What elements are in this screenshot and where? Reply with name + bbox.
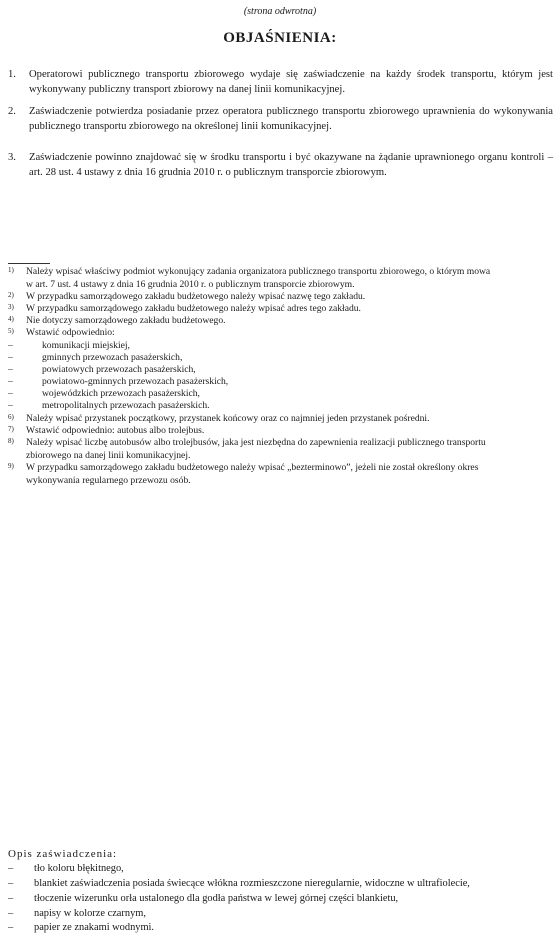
footnote-mark: 1) — [8, 266, 14, 274]
dash-bullet: – — [8, 400, 13, 411]
page-subtitle: (strona odwrotna) — [243, 6, 317, 17]
footnote-4 — [8, 315, 553, 328]
footnote-mark: 9) — [8, 462, 14, 470]
footnote-text-line: wykonywania regularnego przewozu osób. — [26, 474, 191, 486]
footnote-5 — [8, 327, 553, 340]
explanation-2 — [8, 104, 553, 134]
footnote-mark: 2) — [8, 291, 14, 299]
footnote-mark: 7) — [8, 425, 14, 433]
footnote-5-item — [8, 364, 196, 377]
dash-bullet: – — [8, 352, 13, 363]
footnote-2 — [8, 291, 553, 304]
explanation-text: Zaświadczenie powinno znajdować się w środku transportu i być okazywane na żądanie uprawnionego organu kontroli – art. 28 ust. 4 ustawy z dnia 16 grudnia 2010 r. o publicznym transporcie zbiorowym. — [29, 152, 553, 178]
footnote-5-item-text: metropolitalnych przewozach pasażerskich. — [42, 400, 210, 411]
description-item — [8, 906, 146, 921]
footnote-divider — [8, 263, 50, 264]
footnote-5-item — [8, 352, 182, 365]
footnote-5-item — [8, 340, 130, 353]
dash-bullet: – — [8, 878, 14, 889]
description-item-text: napisy w kolorze czarnym, — [34, 908, 146, 919]
description-item-text: tło koloru błękitnego, — [34, 863, 124, 874]
footnote-text: Należy wpisać przystanek początkowy, przystanek końcowy oraz co najmniej jeden przystanek pośredni. — [26, 413, 430, 424]
footnote-text: Wstawić odpowiednio: autobus albo trolejbus. — [26, 425, 205, 436]
footnote-mark: 3) — [8, 303, 14, 311]
footnote-8 — [8, 437, 553, 462]
dash-bullet: – — [8, 340, 13, 351]
explanation-number: 2. — [8, 106, 16, 117]
footnote-5-item-text: powiatowych przewozach pasażerskich, — [42, 364, 196, 375]
footnote-text-line: Należy wpisać liczbę autobusów albo trolejbusów, jaka jest niezbędna do zapewnienia realizacji publicznego transportu — [26, 437, 486, 448]
explanation-number: 3. — [8, 152, 16, 163]
footnote-5-item-text: gminnych przewozach pasażerskich, — [42, 352, 183, 363]
description-title: Opis zaświadczenia: — [8, 848, 118, 860]
dash-bullet: – — [8, 863, 14, 874]
footnote-1 — [8, 266, 553, 291]
footnote-text-line: zbiorowego na danej linii komunikacyjnej. — [26, 449, 191, 461]
footnote-mark: 8) — [8, 437, 14, 445]
dash-bullet: – — [8, 364, 13, 375]
footnote-mark: 5) — [8, 327, 14, 335]
page-title: OBJAŚNIENIA: — [223, 30, 337, 46]
explanation-1 — [8, 67, 553, 97]
footnote-7 — [8, 425, 553, 438]
explanation-number: 1. — [8, 69, 16, 80]
description-item-text: papier ze znakami wodnymi. — [34, 922, 155, 933]
description-item — [8, 861, 124, 876]
description-item-text: blankiet zaświadczenia posiada świecące włókna rozmieszczone nieregularnie, widoczne w ultrafiolecie, — [34, 878, 470, 889]
footnote-text: Wstawić odpowiednio: — [26, 327, 115, 338]
footnote-text: Nie dotyczy samorządowego zakładu budżetowego. — [26, 315, 226, 326]
footnote-mark: 6) — [8, 413, 14, 421]
footnote-5-item — [8, 376, 228, 389]
footnote-5-item-text: wojewódzkich przewozach pasażerskich, — [42, 388, 200, 399]
explanation-text: Zaświadczenie potwierdza posiadanie przez operatora publicznego transportu zbiorowego uprawnienia do wykonywania publicznego transportu zbiorowego na określonej linii komunikacyjnej. — [29, 106, 553, 132]
dash-bullet: – — [8, 388, 13, 399]
dash-bullet: – — [8, 893, 14, 904]
footnote-3 — [8, 303, 553, 316]
footnote-6 — [8, 413, 553, 426]
footnote-text-line: W przypadku samorządowego zakładu budżetowego należy wpisać „bezterminowo”, jeżeli nie został określony okres — [26, 462, 479, 473]
footnote-text-line: w art. 7 ust. 4 ustawy z dnia 16 grudnia 2010 r. o publicznym transporcie zbiorowym. — [26, 278, 355, 290]
footnote-text: W przypadku samorządowego zakładu budżetowego należy wpisać adres tego zakładu. — [26, 303, 361, 314]
footnote-9 — [8, 462, 553, 487]
description-item — [8, 920, 154, 935]
footnote-5-item-text: komunikacji miejskiej, — [42, 340, 130, 351]
explanation-3 — [8, 150, 553, 180]
description-item — [8, 891, 398, 906]
explanation-text: Operatorowi publicznego transportu zbiorowego wydaje się zaświadczenie na każdy środek transportu, którym jest wykonywany publiczny transport zbiorowy na danej linii komunikacyjnej. — [29, 69, 553, 95]
footnote-5-item — [8, 400, 210, 413]
footnote-5-item — [8, 388, 200, 401]
footnote-text-line: Należy wpisać właściwy podmiot wykonujący zadania organizatora publicznego transportu zbiorowego, o którym mowa — [26, 266, 491, 277]
footnote-text: W przypadku samorządowego zakładu budżetowego należy wpisać nazwę tego zakładu. — [26, 291, 366, 302]
description-item — [8, 876, 470, 891]
footnote-5-item-text: powiatowo-gminnych przewozach pasażerskich, — [42, 376, 229, 387]
dash-bullet: – — [8, 908, 14, 919]
footnote-mark: 4) — [8, 315, 14, 323]
dash-bullet: – — [8, 376, 13, 387]
description-item-text: tłoczenie wizerunku orła ustalonego dla godła państwa w lewej górnej części blankietu, — [34, 893, 399, 904]
dash-bullet: – — [8, 922, 14, 933]
